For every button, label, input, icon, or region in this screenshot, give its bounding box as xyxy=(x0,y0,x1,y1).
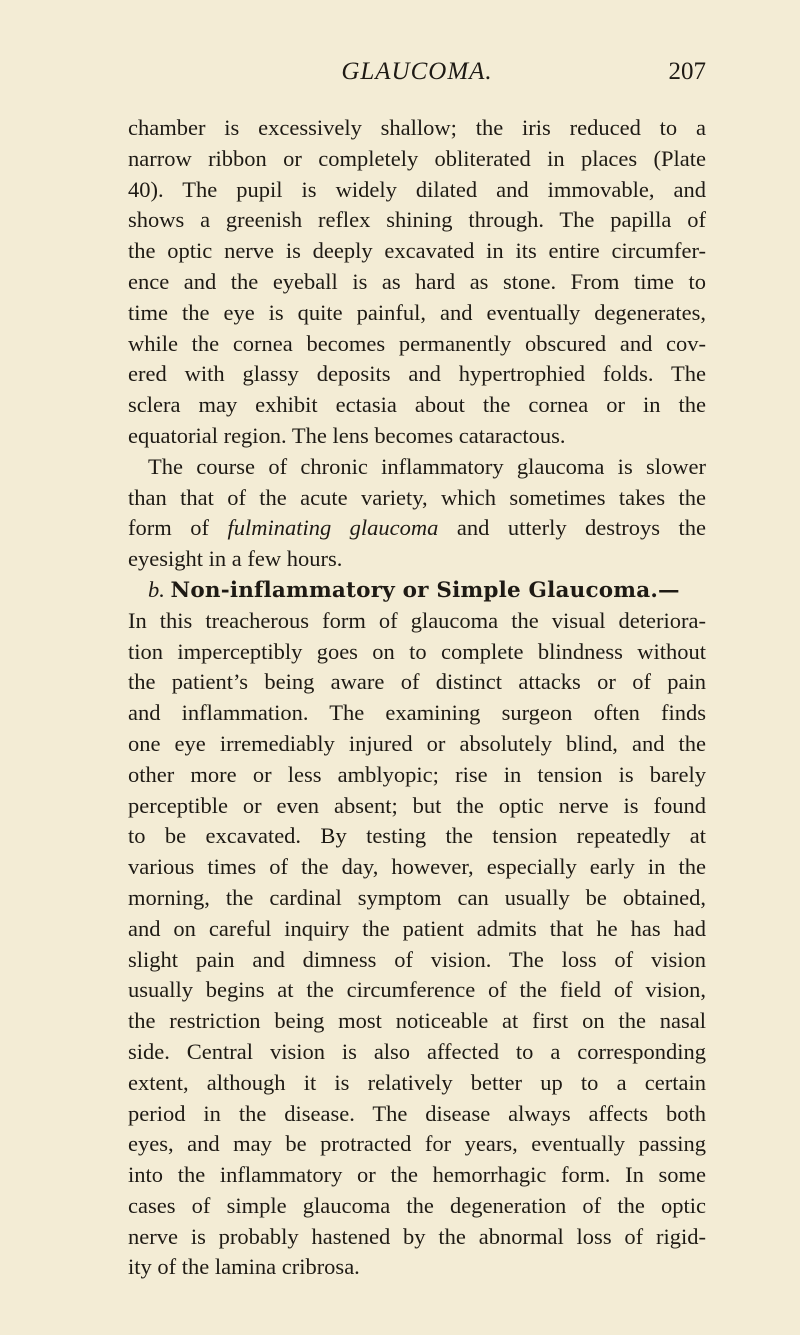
text-line: other more or less amblyopic; rise in tension is barely xyxy=(128,761,706,787)
text-line: 40). The pupil is widely dilated and immovable, and xyxy=(128,176,706,202)
text-line: eyesight in a few hours. xyxy=(128,546,343,572)
text-line: ence and the eyeball is as hard as stone. From time to xyxy=(128,268,706,294)
text-line: slight pain and dimness of vision. The loss of vision xyxy=(128,946,706,972)
text-line: period in the disease. The disease always affects both xyxy=(128,1100,706,1126)
text-line: the restriction being most noticeable at first on the nasal xyxy=(128,1008,706,1034)
text-line: eyes, and may be protracted for years, eventually passing xyxy=(128,1131,706,1157)
text-line: equatorial region. The lens becomes cataractous. xyxy=(128,422,566,448)
text-line: perceptible or even absent; but the optic nerve is found xyxy=(128,792,706,818)
page-number: 207 xyxy=(668,58,706,85)
text-line: shows a greenish reflex shining through. The papilla of xyxy=(128,207,706,233)
running-head xyxy=(128,58,706,92)
text-line: while the cornea becomes permanently obscured and cov- xyxy=(128,330,706,356)
italic-term: fulminating glaucoma xyxy=(227,515,439,541)
section-heading-line xyxy=(128,575,706,606)
text-line: and on careful inquiry the patient admits that he has had xyxy=(128,915,706,941)
text-line: extent, although it is relatively better up to a certain xyxy=(128,1069,706,1095)
text-line: various times of the day, however, especially early in the xyxy=(128,854,706,880)
text-line: nerve is probably hastened by the abnormal loss of rigid- xyxy=(128,1223,706,1249)
text-line: sclera may exhibit ectasia about the cornea or in the xyxy=(128,392,706,418)
section-label: b. xyxy=(148,576,165,602)
running-title: GLAUCOMA. xyxy=(341,58,493,85)
body-text xyxy=(128,113,706,1283)
text-run: form of xyxy=(128,515,228,541)
text-line xyxy=(128,513,706,544)
text-line: morning, the cardinal symptom can usually be obtained, xyxy=(128,884,706,910)
text-run: and utterly destroys the xyxy=(438,515,706,541)
text-line: tion imperceptibly goes on to complete blindness without xyxy=(128,638,706,664)
section-heading: Non-inflammatory or Simple Glaucoma.— xyxy=(170,577,680,603)
text-line: In this treacherous form of glaucoma the visual deteriora- xyxy=(128,607,706,633)
text-line: time the eye is quite painful, and eventually degenerates, xyxy=(128,299,706,325)
text-line: the optic nerve is deeply excavated in its entire circumfer- xyxy=(128,238,706,264)
text-line: usually begins at the circumference of the field of vision, xyxy=(128,977,706,1003)
text-line: to be excavated. By testing the tension repeatedly at xyxy=(128,823,706,849)
text-line: one eye irremediably injured or absolutely blind, and the xyxy=(128,730,706,756)
text-line: the patient’s being aware of distinct attacks or of pain xyxy=(128,669,706,695)
text-line: cases of simple glaucoma the degeneration of the optic xyxy=(128,1192,706,1218)
text-line: ity of the lamina cribrosa. xyxy=(128,1254,360,1280)
text-line: ered with glassy deposits and hypertrophied folds. The xyxy=(128,361,706,387)
text-line: than that of the acute variety, which sometimes takes the xyxy=(128,484,706,510)
text-line: and inflammation. The examining surgeon often finds xyxy=(128,700,706,726)
text-line: into the inflammatory or the hemorrhagic form. In some xyxy=(128,1162,706,1188)
text-line: chamber is excessively shallow; the iris reduced to a xyxy=(128,115,706,140)
text-line: narrow ribbon or completely obliterated in places (Plate xyxy=(128,145,706,171)
text-line: The course of chronic inflammatory glaucoma is slower xyxy=(148,453,706,479)
text-line: side. Central vision is also affected to a corresponding xyxy=(128,1038,706,1064)
